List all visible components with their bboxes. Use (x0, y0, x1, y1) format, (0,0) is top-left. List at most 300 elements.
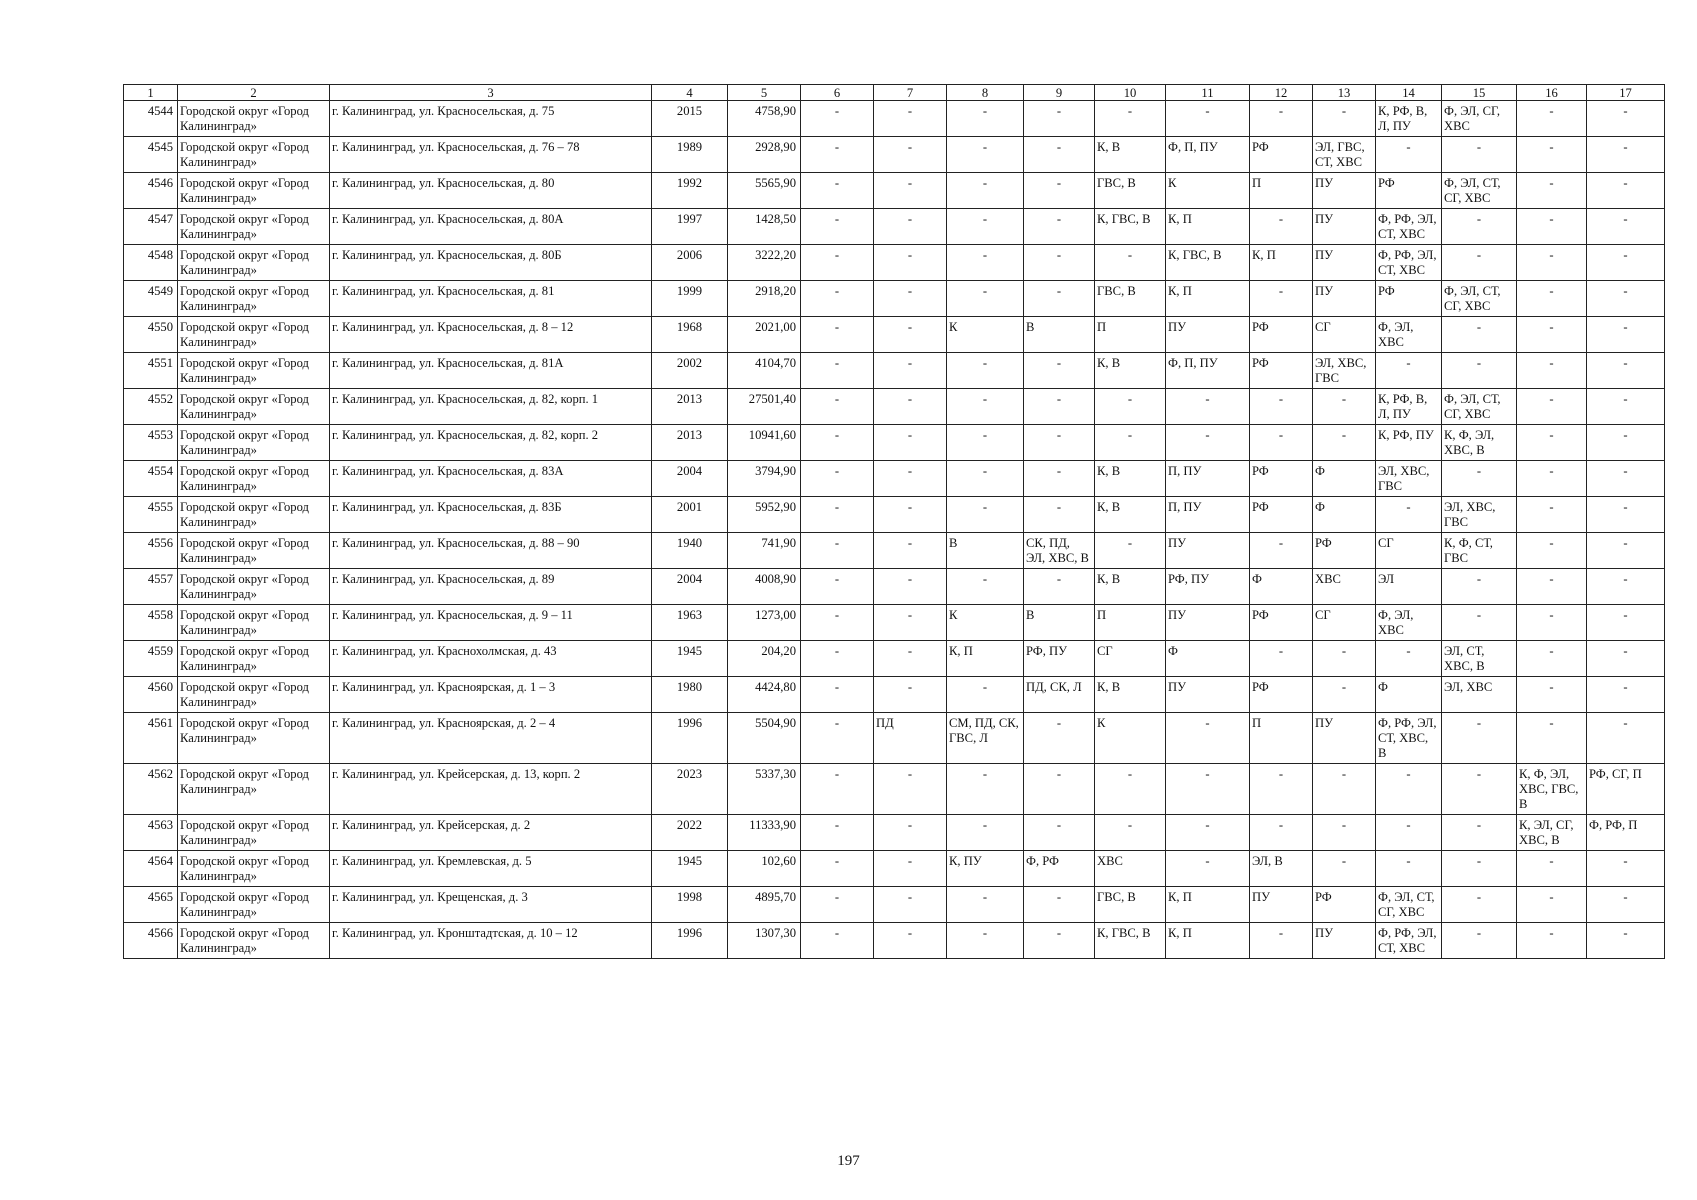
table-cell-col-6: - (801, 605, 874, 641)
table-cell-col-13: - (1313, 641, 1376, 677)
table-cell-col-10: - (1095, 245, 1166, 281)
table-cell-col-1: 4564 (124, 851, 178, 887)
table-cell-col-1: 4556 (124, 533, 178, 569)
table-cell-col-13: РФ (1313, 533, 1376, 569)
table-cell-col-13: ЭЛ, ГВС, СТ, ХВС (1313, 137, 1376, 173)
table-cell-col-11: К, П (1166, 887, 1250, 923)
table-cell-col-11: ПУ (1166, 677, 1250, 713)
table-cell-col-4: 2023 (652, 764, 728, 815)
table-cell-col-8: - (947, 887, 1024, 923)
table-cell-col-7: ПД (874, 713, 947, 764)
table-row (124, 461, 1665, 497)
table-cell-col-4: 1996 (652, 713, 728, 764)
table-cell-col-10: ГВС, В (1095, 887, 1166, 923)
table-cell-col-6: - (801, 281, 874, 317)
table-row (124, 764, 1665, 815)
table-cell-col-17: - (1587, 605, 1665, 641)
table-cell-col-2: Городской округ «Город Калининград» (178, 317, 330, 353)
table-cell-col-16: - (1517, 461, 1587, 497)
table-cell-col-13: - (1313, 851, 1376, 887)
table-cell-col-1: 4554 (124, 461, 178, 497)
table-row (124, 425, 1665, 461)
table-cell-col-13: ЭЛ, ХВС, ГВС (1313, 353, 1376, 389)
table-cell-col-16: - (1517, 605, 1587, 641)
table-cell-col-1: 4563 (124, 815, 178, 851)
table-cell-col-10: К, ГВС, В (1095, 209, 1166, 245)
table-cell-col-2: Городской округ «Город Калининград» (178, 923, 330, 959)
table-cell-col-8: СМ, ПД, СК, ГВС, Л (947, 713, 1024, 764)
table-cell-col-16: - (1517, 569, 1587, 605)
table-cell-col-12: - (1250, 533, 1313, 569)
table-row (124, 641, 1665, 677)
table-cell-col-6: - (801, 353, 874, 389)
table-cell-col-7: - (874, 137, 947, 173)
table-cell-col-14: РФ (1376, 281, 1442, 317)
table-cell-col-11: РФ, ПУ (1166, 569, 1250, 605)
table-cell-col-13: ПУ (1313, 281, 1376, 317)
column-header-2: 2 (178, 85, 330, 101)
table-cell-col-11: - (1166, 851, 1250, 887)
table-cell-col-5: 2021,00 (728, 317, 801, 353)
table-cell-col-14: - (1376, 353, 1442, 389)
table-row (124, 569, 1665, 605)
table-cell-col-3: г. Калининград, ул. Красносельская, д. 83А (330, 461, 652, 497)
table-cell-col-10: К, В (1095, 353, 1166, 389)
housing-table (123, 84, 1665, 959)
table-cell-col-15: К, Ф, СТ, ГВС (1442, 533, 1517, 569)
table-cell-col-14: Ф, РФ, ЭЛ, СТ, ХВС, В (1376, 713, 1442, 764)
table-cell-col-16: - (1517, 923, 1587, 959)
table-cell-col-15: - (1442, 245, 1517, 281)
table-cell-col-16: - (1517, 173, 1587, 209)
table-cell-col-5: 5565,90 (728, 173, 801, 209)
table-cell-col-4: 1968 (652, 317, 728, 353)
table-body (124, 101, 1665, 959)
table-cell-col-4: 2006 (652, 245, 728, 281)
table-cell-col-3: г. Калининград, ул. Кремлевская, д. 5 (330, 851, 652, 887)
table-cell-col-13: - (1313, 764, 1376, 815)
table-cell-col-12: РФ (1250, 677, 1313, 713)
table-cell-col-13: СГ (1313, 605, 1376, 641)
table-cell-col-15: К, Ф, ЭЛ, ХВС, В (1442, 425, 1517, 461)
table-cell-col-6: - (801, 317, 874, 353)
table-cell-col-2: Городской округ «Город Калининград» (178, 353, 330, 389)
table-cell-col-12: - (1250, 209, 1313, 245)
table-cell-col-1: 4548 (124, 245, 178, 281)
table-cell-col-7: - (874, 461, 947, 497)
table-cell-col-2: Городской округ «Город Калининград» (178, 851, 330, 887)
table-cell-col-4: 1992 (652, 173, 728, 209)
table-cell-col-14: Ф, РФ, ЭЛ, СТ, ХВС (1376, 245, 1442, 281)
table-cell-col-1: 4547 (124, 209, 178, 245)
header-row (124, 85, 1665, 101)
table-cell-col-17: - (1587, 461, 1665, 497)
table-cell-col-1: 4559 (124, 641, 178, 677)
table-cell-col-15: - (1442, 887, 1517, 923)
column-header-7: 7 (874, 85, 947, 101)
table-cell-col-1: 4552 (124, 389, 178, 425)
table-row (124, 389, 1665, 425)
table-cell-col-1: 4553 (124, 425, 178, 461)
table-cell-col-8: - (947, 389, 1024, 425)
table-cell-col-13: Ф (1313, 497, 1376, 533)
table-cell-col-11: - (1166, 713, 1250, 764)
table-cell-col-9: - (1024, 569, 1095, 605)
table-cell-col-13: ПУ (1313, 209, 1376, 245)
table-row (124, 497, 1665, 533)
table-cell-col-9: - (1024, 815, 1095, 851)
table-cell-col-16: - (1517, 533, 1587, 569)
table-cell-col-17: - (1587, 353, 1665, 389)
table-cell-col-14: Ф, ЭЛ, СТ, СГ, ХВС (1376, 887, 1442, 923)
table-cell-col-9: ПД, СК, Л (1024, 677, 1095, 713)
table-cell-col-12: - (1250, 281, 1313, 317)
table-cell-col-15: - (1442, 851, 1517, 887)
table-cell-col-6: - (801, 713, 874, 764)
table-cell-col-4: 1997 (652, 209, 728, 245)
table-cell-col-9: В (1024, 605, 1095, 641)
table-cell-col-17: - (1587, 389, 1665, 425)
table-cell-col-8: К (947, 605, 1024, 641)
table-cell-col-12: - (1250, 101, 1313, 137)
table-cell-col-2: Городской округ «Город Калининград» (178, 764, 330, 815)
table-cell-col-11: - (1166, 389, 1250, 425)
table-cell-col-17: - (1587, 887, 1665, 923)
table-cell-col-14: Ф (1376, 677, 1442, 713)
table-row (124, 281, 1665, 317)
table-cell-col-7: - (874, 815, 947, 851)
column-header-9: 9 (1024, 85, 1095, 101)
table-cell-col-10: К, В (1095, 677, 1166, 713)
table-cell-col-2: Городской округ «Город Калининград» (178, 209, 330, 245)
table-cell-col-9: - (1024, 389, 1095, 425)
table-cell-col-8: - (947, 764, 1024, 815)
table-cell-col-1: 4565 (124, 887, 178, 923)
page-number: 197 (837, 1153, 860, 1169)
table-cell-col-10: К, В (1095, 497, 1166, 533)
table-cell-col-4: 1998 (652, 887, 728, 923)
table-cell-col-16: - (1517, 317, 1587, 353)
table-cell-col-5: 1428,50 (728, 209, 801, 245)
table-cell-col-17: - (1587, 173, 1665, 209)
table-cell-col-6: - (801, 764, 874, 815)
column-header-10: 10 (1095, 85, 1166, 101)
table-cell-col-8: К, П (947, 641, 1024, 677)
column-header-15: 15 (1442, 85, 1517, 101)
column-header-12: 12 (1250, 85, 1313, 101)
table-cell-col-10: СГ (1095, 641, 1166, 677)
table-cell-col-14: РФ (1376, 173, 1442, 209)
table-cell-col-3: г. Калининград, ул. Красносельская, д. 89 (330, 569, 652, 605)
table-cell-col-8: - (947, 677, 1024, 713)
table-cell-col-7: - (874, 173, 947, 209)
table-cell-col-1: 4550 (124, 317, 178, 353)
table-row (124, 173, 1665, 209)
table-cell-col-10: К, В (1095, 461, 1166, 497)
table-cell-col-16: - (1517, 677, 1587, 713)
table-cell-col-6: - (801, 851, 874, 887)
table-cell-col-1: 4544 (124, 101, 178, 137)
table-cell-col-7: - (874, 605, 947, 641)
table-cell-col-6: - (801, 533, 874, 569)
table-cell-col-7: - (874, 353, 947, 389)
table-cell-col-8: - (947, 173, 1024, 209)
table-cell-col-9: - (1024, 923, 1095, 959)
table-cell-col-11: К, П (1166, 209, 1250, 245)
table-cell-col-2: Городской округ «Город Калининград» (178, 137, 330, 173)
table-cell-col-3: г. Калининград, ул. Красносельская, д. 81А (330, 353, 652, 389)
table-cell-col-2: Городской округ «Город Калининград» (178, 425, 330, 461)
table-cell-col-5: 1273,00 (728, 605, 801, 641)
table-cell-col-15: ЭЛ, ХВС, ГВС (1442, 497, 1517, 533)
table-cell-col-13: СГ (1313, 317, 1376, 353)
table-cell-col-1: 4551 (124, 353, 178, 389)
table-cell-col-16: - (1517, 713, 1587, 764)
table-cell-col-11: Ф, П, ПУ (1166, 137, 1250, 173)
table-cell-col-7: - (874, 317, 947, 353)
table-cell-col-17: - (1587, 425, 1665, 461)
table-cell-col-15: - (1442, 353, 1517, 389)
column-header-3: 3 (330, 85, 652, 101)
table-cell-col-13: Ф (1313, 461, 1376, 497)
table-cell-col-3: г. Калининград, ул. Красносельская, д. 75 (330, 101, 652, 137)
table-cell-col-9: В (1024, 317, 1095, 353)
table-cell-col-4: 2002 (652, 353, 728, 389)
table-cell-col-9: - (1024, 173, 1095, 209)
table-cell-col-1: 4561 (124, 713, 178, 764)
table-cell-col-3: г. Калининград, ул. Красносельская, д. 80А (330, 209, 652, 245)
table-cell-col-7: - (874, 389, 947, 425)
table-cell-col-12: Ф (1250, 569, 1313, 605)
table-cell-col-6: - (801, 461, 874, 497)
table-cell-col-5: 5952,90 (728, 497, 801, 533)
table-cell-col-5: 5337,30 (728, 764, 801, 815)
table-cell-col-14: Ф, ЭЛ, ХВС (1376, 317, 1442, 353)
table-cell-col-17: Ф, РФ, П (1587, 815, 1665, 851)
table-cell-col-3: г. Калининград, ул. Красносельская, д. 83Б (330, 497, 652, 533)
table-cell-col-6: - (801, 569, 874, 605)
table-cell-col-11: К, П (1166, 923, 1250, 959)
table-cell-col-4: 1940 (652, 533, 728, 569)
table-cell-col-16: - (1517, 497, 1587, 533)
table-cell-col-14: ЭЛ, ХВС, ГВС (1376, 461, 1442, 497)
table-cell-col-11: Ф, П, ПУ (1166, 353, 1250, 389)
table-cell-col-15: Ф, ЭЛ, СТ, СГ, ХВС (1442, 173, 1517, 209)
table-cell-col-17: - (1587, 533, 1665, 569)
table-cell-col-14: К, РФ, ПУ (1376, 425, 1442, 461)
table-cell-col-9: - (1024, 497, 1095, 533)
table-cell-col-7: - (874, 851, 947, 887)
table-cell-col-12: П (1250, 173, 1313, 209)
table-cell-col-4: 2022 (652, 815, 728, 851)
table-cell-col-4: 1945 (652, 641, 728, 677)
table-cell-col-3: г. Калининград, ул. Красносельская, д. 80 (330, 173, 652, 209)
table-cell-col-15: - (1442, 461, 1517, 497)
table-cell-col-6: - (801, 137, 874, 173)
table-cell-col-4: 1980 (652, 677, 728, 713)
table-cell-col-15: Ф, ЭЛ, СТ, СГ, ХВС (1442, 389, 1517, 425)
table-cell-col-9: РФ, ПУ (1024, 641, 1095, 677)
table-cell-col-2: Городской округ «Город Калининград» (178, 569, 330, 605)
table-cell-col-5: 2928,90 (728, 137, 801, 173)
column-header-11: 11 (1166, 85, 1250, 101)
table-cell-col-13: - (1313, 815, 1376, 851)
table-cell-col-17: - (1587, 923, 1665, 959)
table-cell-col-7: - (874, 245, 947, 281)
table-cell-col-17: - (1587, 641, 1665, 677)
table-cell-col-4: 1989 (652, 137, 728, 173)
table-cell-col-14: Ф, ЭЛ, ХВС (1376, 605, 1442, 641)
table-cell-col-14: - (1376, 641, 1442, 677)
table-cell-col-16: - (1517, 101, 1587, 137)
table-cell-col-2: Городской округ «Город Калининград» (178, 245, 330, 281)
table-cell-col-12: - (1250, 641, 1313, 677)
table-cell-col-7: - (874, 497, 947, 533)
table-cell-col-2: Городской округ «Город Калининград» (178, 461, 330, 497)
table-cell-col-9: - (1024, 281, 1095, 317)
table-cell-col-12: - (1250, 425, 1313, 461)
table-cell-col-3: г. Калининград, ул. Красноярская, д. 1 – 3 (330, 677, 652, 713)
table-cell-col-1: 4549 (124, 281, 178, 317)
table-cell-col-2: Городской округ «Город Калининград» (178, 497, 330, 533)
table-cell-col-8: - (947, 245, 1024, 281)
table-cell-col-16: - (1517, 137, 1587, 173)
table-cell-col-10: К, ГВС, В (1095, 923, 1166, 959)
table-cell-col-6: - (801, 389, 874, 425)
table-row (124, 353, 1665, 389)
table-cell-col-16: - (1517, 887, 1587, 923)
table-cell-col-3: г. Калининград, ул. Кронштадтская, д. 10 – 12 (330, 923, 652, 959)
table-cell-col-11: К, ГВС, В (1166, 245, 1250, 281)
table-cell-col-5: 3794,90 (728, 461, 801, 497)
table-cell-col-8: - (947, 461, 1024, 497)
table-cell-col-1: 4555 (124, 497, 178, 533)
table-cell-col-10: ГВС, В (1095, 281, 1166, 317)
table-cell-col-8: - (947, 569, 1024, 605)
table-cell-col-10: ХВС (1095, 851, 1166, 887)
table-cell-col-10: ГВС, В (1095, 173, 1166, 209)
table-cell-col-8: - (947, 137, 1024, 173)
table-row (124, 815, 1665, 851)
table-cell-col-12: ПУ (1250, 887, 1313, 923)
table-cell-col-16: - (1517, 389, 1587, 425)
table-cell-col-5: 4895,70 (728, 887, 801, 923)
table-cell-col-12: ЭЛ, В (1250, 851, 1313, 887)
table-cell-col-5: 4758,90 (728, 101, 801, 137)
table-cell-col-2: Городской округ «Город Калининград» (178, 641, 330, 677)
table-cell-col-11: К, П (1166, 281, 1250, 317)
table-cell-col-14: - (1376, 497, 1442, 533)
table-cell-col-2: Городской округ «Город Калининград» (178, 101, 330, 137)
table-cell-col-6: - (801, 245, 874, 281)
table-cell-col-7: - (874, 281, 947, 317)
table-cell-col-15: - (1442, 317, 1517, 353)
table-cell-col-16: - (1517, 851, 1587, 887)
table-cell-col-10: - (1095, 101, 1166, 137)
table-cell-col-9: - (1024, 101, 1095, 137)
table-cell-col-14: ЭЛ (1376, 569, 1442, 605)
table-cell-col-6: - (801, 887, 874, 923)
table-cell-col-6: - (801, 173, 874, 209)
table-cell-col-12: П (1250, 713, 1313, 764)
table-cell-col-15: - (1442, 713, 1517, 764)
table-cell-col-17: РФ, СГ, П (1587, 764, 1665, 815)
table-cell-col-10: П (1095, 317, 1166, 353)
table-cell-col-14: К, РФ, В, Л, ПУ (1376, 101, 1442, 137)
table-cell-col-6: - (801, 923, 874, 959)
table-cell-col-4: 2013 (652, 425, 728, 461)
table-cell-col-17: - (1587, 677, 1665, 713)
table-cell-col-3: г. Калининград, ул. Красносельская, д. 88 – 90 (330, 533, 652, 569)
table-cell-col-3: г. Калининград, ул. Красносельская, д. 76 – 78 (330, 137, 652, 173)
table-cell-col-14: Ф, РФ, ЭЛ, СТ, ХВС (1376, 923, 1442, 959)
table-cell-col-5: 11333,90 (728, 815, 801, 851)
table-cell-col-15: Ф, ЭЛ, СГ, ХВС (1442, 101, 1517, 137)
table-cell-col-8: - (947, 425, 1024, 461)
table-cell-col-15: Ф, ЭЛ, СТ, СГ, ХВС (1442, 281, 1517, 317)
table-cell-col-12: - (1250, 389, 1313, 425)
table-cell-col-14: - (1376, 137, 1442, 173)
table-cell-col-10: - (1095, 815, 1166, 851)
table-cell-col-2: Городской округ «Город Калининград» (178, 533, 330, 569)
table-cell-col-17: - (1587, 137, 1665, 173)
table-cell-col-13: - (1313, 389, 1376, 425)
table-cell-col-8: - (947, 101, 1024, 137)
table-cell-col-5: 3222,20 (728, 245, 801, 281)
table-cell-col-15: - (1442, 605, 1517, 641)
table-cell-col-9: - (1024, 245, 1095, 281)
table-cell-col-11: - (1166, 815, 1250, 851)
table-cell-col-7: - (874, 641, 947, 677)
table-cell-col-2: Городской округ «Город Калининград» (178, 677, 330, 713)
table-cell-col-9: - (1024, 713, 1095, 764)
table-cell-col-10: - (1095, 533, 1166, 569)
table-cell-col-11: - (1166, 425, 1250, 461)
table-cell-col-8: В (947, 533, 1024, 569)
table-cell-col-4: 1999 (652, 281, 728, 317)
table-cell-col-12: - (1250, 815, 1313, 851)
table-cell-col-17: - (1587, 851, 1665, 887)
table-cell-col-10: - (1095, 425, 1166, 461)
table-cell-col-12: РФ (1250, 317, 1313, 353)
table-cell-col-9: Ф, РФ (1024, 851, 1095, 887)
table-cell-col-11: П, ПУ (1166, 497, 1250, 533)
table-cell-col-8: К, ПУ (947, 851, 1024, 887)
table-cell-col-12: РФ (1250, 137, 1313, 173)
table-cell-col-11: П, ПУ (1166, 461, 1250, 497)
table-cell-col-2: Городской округ «Город Калининград» (178, 815, 330, 851)
table-cell-col-8: К (947, 317, 1024, 353)
table-cell-col-17: - (1587, 569, 1665, 605)
table-cell-col-5: 741,90 (728, 533, 801, 569)
table-cell-col-13: - (1313, 425, 1376, 461)
table-cell-col-4: 2004 (652, 461, 728, 497)
table-cell-col-7: - (874, 677, 947, 713)
table-cell-col-5: 204,20 (728, 641, 801, 677)
table-cell-col-7: - (874, 101, 947, 137)
table-cell-col-4: 1996 (652, 923, 728, 959)
table-cell-col-3: г. Калининград, ул. Крейсерская, д. 2 (330, 815, 652, 851)
table-cell-col-17: - (1587, 281, 1665, 317)
table-row (124, 887, 1665, 923)
table-cell-col-6: - (801, 101, 874, 137)
table-cell-col-11: ПУ (1166, 605, 1250, 641)
column-header-17: 17 (1587, 85, 1665, 101)
column-header-16: 16 (1517, 85, 1587, 101)
table-row (124, 137, 1665, 173)
table-cell-col-7: - (874, 887, 947, 923)
table-cell-col-11: ПУ (1166, 317, 1250, 353)
